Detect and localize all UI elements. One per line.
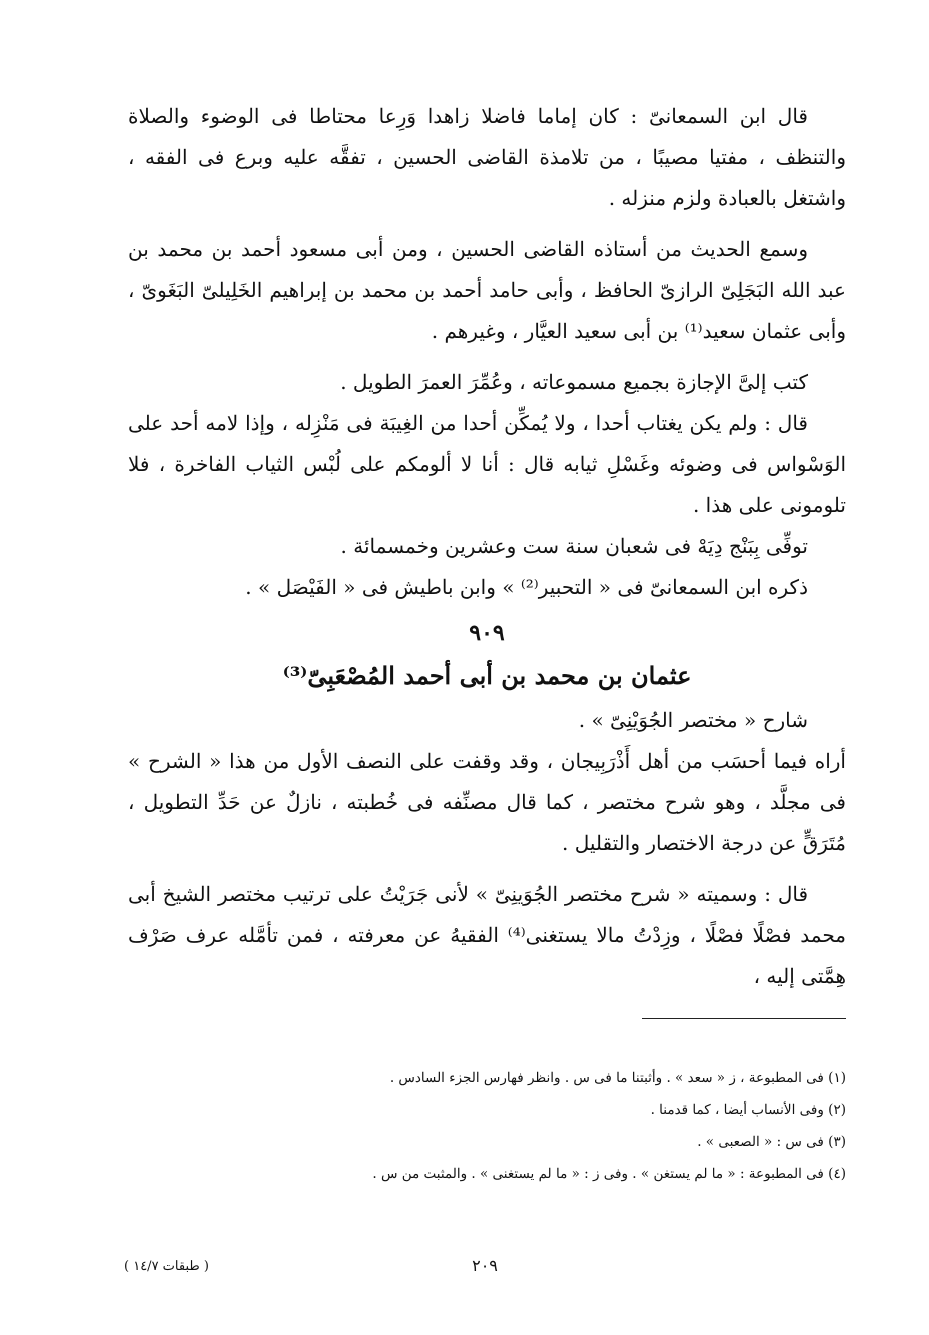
footnote-item: (٢) وفى الأنساب أيضا ، كما قدمنا . (650, 1102, 846, 1118)
footnote-item: (١) فى المطبوعة ، ز « سعد » . وأثبتنا ما فى س . وانظر فهارس الجزء السادس . (389, 1070, 846, 1086)
paragraph-death: توفِّى بِبَنْج دِيَهْ فى شعبان سنة ست وعشرين وخمسمائة . (340, 534, 808, 558)
paragraph-sources: ذكره ابن السمعانىّ فى « التحبير⁽²⁾ » وابن باطيش فى « الفَيْصَل » . (245, 575, 808, 599)
paragraph-quote: قال : ولم يكن يغتاب أحدا ، ولا يُمكِّن أحدا من الغِيبَة فى مَنْزِله ، وإذا لامه أحد على الوَسْواس فى وضوئه وغَسْلِ ثيابه قال : أنا لا ألومكم على لُبْس الثياب الفاخرة ، فلا تلومونى على هذا . (128, 411, 846, 517)
main-text (128, 96, 846, 997)
footnote-item: (٤) فى المطبوعة : « ما لم يستغن » . وفى ز : « ما لم يستغنى » . والمثبت من س . (372, 1166, 846, 1182)
entry-number: ٩٠٩ (469, 620, 505, 646)
page-number: ٢٠٩ (472, 1256, 498, 1275)
paragraph-ijaza: كتب إلىَّ الإجازة بجميع مسموعاته ، وعُمِّرَ العمرَ الطويل . (340, 370, 808, 394)
paragraph-naming: قال : وسميته « شرح مختصر الجُوَينِىّ » لأنى جَرَيْتُ على ترتيب مختصر الشيخ أبى محمد فصْلًا فصْلًا ، وزِدْتُ مالا يستغنى⁽⁴⁾ الفقيهُ عن معرفته ، فمن تأمَّله عرف صَرْف هِمَّتى إليه ، (128, 882, 846, 988)
entry-title: عثمان بن محمد بن أبى أحمد المُصْعَبِىّ⁽³⁾ (282, 661, 692, 690)
paragraph-biography-intro: قال ابن السمعانىّ : كان إماما فاضلا زاهدا وَرِعا محتاطا فى الوضوء والصلاة والتنظف ، مفتيا مصيبًا ، من تلامذة القاضى الحسين ، تفقَّه عليه وبرع فى الفقه ، واشتغل بالعبادة ولزم منزله . (128, 104, 846, 210)
paragraph-hadith-teachers: وسمع الحديث من أستاذه القاضى الحسين ، ومن أبى مسعود أحمد بن محمد بن عبد الله البَجَلِىّ الرازىّ الحافظ ، وأبى حامد أحمد بن محمد بن إبراهيم الخَلِيلىّ البَغَوىّ ، وأبى عثمان سعيد⁽¹⁾ بن أبى سعيد العيَّار ، وغيرهم . (128, 237, 846, 343)
printer-signature: ( طبقات ١٤/٧ ) (124, 1259, 209, 1274)
paragraph-commentary-description: أراه فيما أحسَب من أهل أَذْرَبِيجان ، وقد وقفت على النصف الأول من هذا « الشرح » فى مجلَّد ، وهو شرح مختصر ، كما قال مصنِّفه فى خُطبته ، نازلٌ عن حَدِّ التطويل ، مُتَرَقٍّ عن درجة الاختصار والتقليل . (128, 749, 846, 855)
footnotes (300, 1062, 846, 1190)
footnote-divider (642, 1018, 846, 1019)
footnote-item: (٣) فى س : « الصعبى » . (697, 1134, 846, 1150)
paragraph-commentator: شارح « مختصر الجُوَيْنِىّ » . (578, 708, 808, 732)
